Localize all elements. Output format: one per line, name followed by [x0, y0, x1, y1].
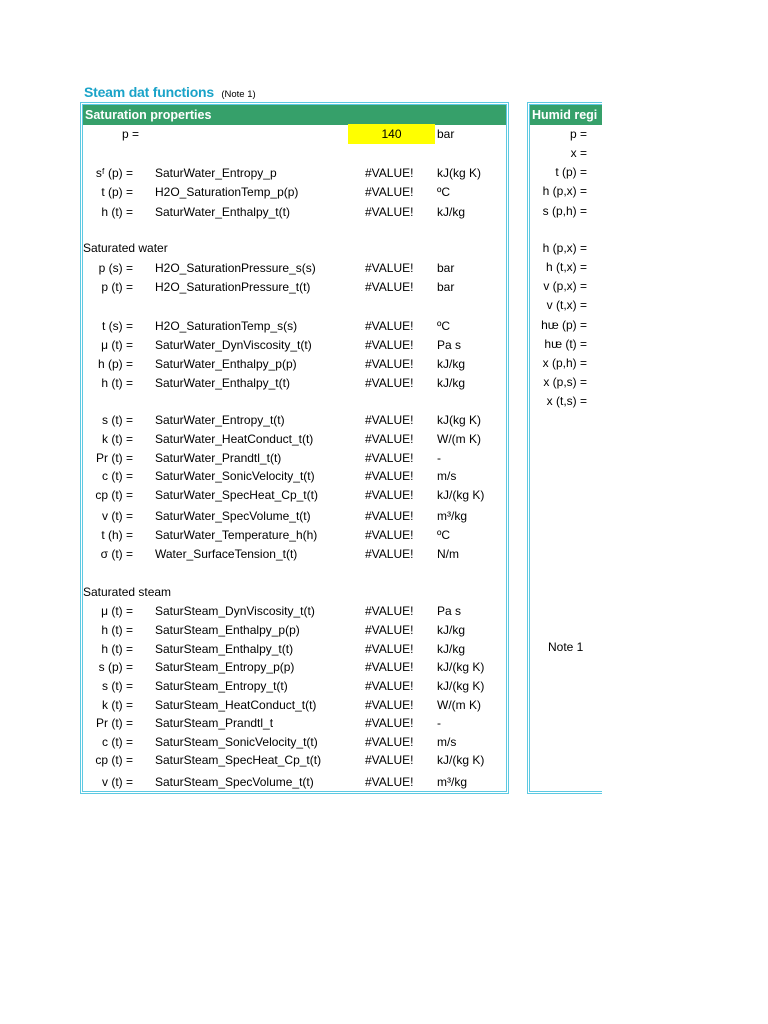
saturated-steam-row-label: h (t) =: [101, 642, 133, 656]
saturation-properties-panel: [80, 102, 509, 794]
saturation-row-function: SaturWater_Entropy_p: [155, 166, 277, 180]
saturated-water-row-function: SaturWater_DynViscosity_t(t): [155, 338, 312, 352]
section-saturated-water: Saturated water: [83, 241, 168, 255]
saturated-steam-row-label: v (t) =: [101, 775, 133, 789]
saturated-steam-row-value[interactable]: #VALUE!: [365, 753, 414, 767]
saturated-water-row-label: cp (t) =: [95, 488, 133, 502]
saturated-water-row-value[interactable]: #VALUE!: [365, 488, 414, 502]
saturated-steam-row-function: SaturSteam_Entropy_p(p): [155, 660, 295, 674]
saturation-row-function: SaturWater_Enthalpy_t(t): [155, 205, 290, 219]
humid-region-row-label: p =: [569, 127, 587, 141]
saturation-row-label: t (p) =: [101, 185, 133, 199]
saturated-steam-row-label: cp (t) =: [95, 753, 133, 767]
sheet-title-note: (Note 1): [221, 89, 256, 100]
saturated-steam-row-value[interactable]: #VALUE!: [365, 735, 414, 749]
saturated-water-row-label: p (s) =: [98, 261, 133, 275]
humid-region-row-label: x (p,h) =: [542, 356, 587, 370]
saturated-water-row-label: Pr (t) =: [95, 451, 133, 465]
saturated-water-row-label: h (t) =: [101, 376, 133, 390]
saturated-water-row-label: t (h) =: [101, 528, 133, 542]
saturated-water-row-unit: N/m: [437, 547, 459, 561]
saturated-steam-row-unit: -: [437, 716, 441, 730]
saturated-steam-row-value[interactable]: #VALUE!: [365, 698, 414, 712]
saturated-water-row-value[interactable]: #VALUE!: [365, 261, 414, 275]
saturated-water-row-label: μ (t) =: [101, 338, 133, 352]
saturation-row-label: h (t) =: [101, 205, 133, 219]
humid-region-row-label: h (t,x) =: [545, 260, 587, 274]
saturated-water-row-value[interactable]: #VALUE!: [365, 547, 414, 561]
saturated-water-row-function: SaturWater_HeatConduct_t(t): [155, 432, 314, 446]
saturated-water-row-function: SaturWater_Prandtl_t(t): [155, 451, 282, 465]
saturated-water-row-function: H2O_SaturationPressure_s(s): [155, 261, 316, 275]
saturated-water-row-function: SaturWater_Temperature_h(h): [155, 528, 318, 542]
saturated-steam-row-function: SaturSteam_SonicVelocity_t(t): [155, 735, 318, 749]
humid-region-row-label: h (p,x) =: [542, 184, 587, 198]
saturated-water-row-function: SaturWater_Enthalpy_p(p): [155, 357, 297, 371]
saturated-water-row-unit: -: [437, 451, 441, 465]
saturated-steam-row-unit: m/s: [437, 735, 457, 749]
saturated-water-row-function: SaturWater_SpecHeat_Cp_t(t): [155, 488, 318, 502]
humid-region-row-label: h (p,x) =: [542, 241, 587, 255]
saturated-water-row-function: SaturWater_SpecVolume_t(t): [155, 509, 311, 523]
saturated-steam-row-label: s (t) =: [101, 679, 133, 693]
humid-region-row-label: v (t,x) =: [546, 298, 587, 312]
saturated-water-row-value[interactable]: #VALUE!: [365, 509, 414, 523]
saturation-row-unit: kJ(kg K): [437, 166, 482, 180]
humid-region-row-label: x =: [570, 146, 587, 160]
saturated-water-row-label: k (t) =: [101, 432, 133, 446]
saturated-steam-row-value[interactable]: #VALUE!: [365, 604, 414, 618]
saturated-water-row-function: SaturWater_Entropy_t(t): [155, 413, 285, 427]
saturated-steam-row-value[interactable]: #VALUE!: [365, 775, 414, 789]
humid-region-row-label: x (p,s) =: [543, 375, 587, 389]
sheet-title-main: Steam dat functions: [84, 84, 214, 100]
saturated-water-row-unit: ºC: [437, 528, 451, 542]
saturation-row-unit: ºC: [437, 185, 451, 199]
saturated-steam-row-function: SaturSteam_SpecHeat_Cp_t(t): [155, 753, 322, 767]
saturated-water-row-value[interactable]: #VALUE!: [365, 469, 414, 483]
saturated-water-row-label: t (s) =: [101, 319, 133, 333]
humid-region-header: Humid regi: [530, 105, 602, 125]
saturated-water-row-unit: bar: [437, 261, 455, 275]
saturated-steam-row-unit: kJ/(kg K): [437, 753, 485, 767]
saturated-water-row-label: v (t) =: [101, 509, 133, 523]
saturated-steam-row-unit: kJ/kg: [437, 642, 466, 656]
humid-region-row-label: v (p,x) =: [543, 279, 587, 293]
saturated-steam-row-label: k (t) =: [101, 698, 133, 712]
saturated-water-row-unit: W/(m K): [437, 432, 481, 446]
saturated-water-row-function: H2O_SaturationTemp_s(s): [155, 319, 298, 333]
saturation-row-value[interactable]: #VALUE!: [365, 205, 414, 219]
saturated-steam-row-unit: kJ/(kg K): [437, 660, 485, 674]
saturated-water-row-function: SaturWater_SonicVelocity_t(t): [155, 469, 315, 483]
saturation-row-value[interactable]: #VALUE!: [365, 185, 414, 199]
saturated-steam-row-label: c (t) =: [101, 735, 133, 749]
saturated-water-row-unit: Pa s: [437, 338, 462, 352]
saturated-water-row-unit: kJ/(kg K): [437, 488, 485, 502]
saturated-steam-row-function: SaturSteam_Prandtl_t: [155, 716, 274, 730]
saturated-steam-row-function: SaturSteam_HeatConduct_t(t): [155, 698, 317, 712]
section-saturated-steam: Saturated steam: [83, 585, 172, 599]
saturated-steam-row-value[interactable]: #VALUE!: [365, 660, 414, 674]
humid-region-row-label: s (p,h) =: [542, 204, 587, 218]
saturated-steam-row-label: h (t) =: [101, 623, 133, 637]
saturated-water-row-value[interactable]: #VALUE!: [365, 280, 414, 294]
pressure-input-label: p =: [121, 127, 139, 141]
humid-region-row-label: hᵫ (t) =: [544, 337, 587, 351]
saturated-water-row-label: σ (t) =: [100, 547, 133, 561]
saturated-water-row-value[interactable]: #VALUE!: [365, 376, 414, 390]
saturated-steam-row-value[interactable]: #VALUE!: [365, 642, 414, 656]
saturated-water-row-unit: m³/kg: [437, 509, 467, 523]
saturated-steam-row-unit: Pa s: [437, 604, 462, 618]
saturated-water-row-value[interactable]: #VALUE!: [365, 357, 414, 371]
saturation-row-unit: kJ/kg: [437, 205, 466, 219]
saturation-row-function: H2O_SaturationTemp_p(p): [155, 185, 299, 199]
saturated-steam-row-unit: kJ/kg: [437, 623, 466, 637]
saturated-steam-row-value[interactable]: #VALUE!: [365, 623, 414, 637]
saturated-steam-row-function: SaturSteam_Enthalpy_p(p): [155, 623, 300, 637]
saturated-steam-row-unit: W/(m K): [437, 698, 481, 712]
saturated-steam-row-label: μ (t) =: [101, 604, 133, 618]
pressure-input-cell[interactable]: 140: [348, 124, 435, 144]
saturated-water-row-unit: bar: [437, 280, 455, 294]
saturated-steam-row-value[interactable]: #VALUE!: [365, 679, 414, 693]
saturated-steam-row-function: SaturSteam_SpecVolume_t(t): [155, 775, 314, 789]
saturated-water-row-function: SaturWater_Enthalpy_t(t): [155, 376, 290, 390]
saturated-steam-row-unit: m³/kg: [437, 775, 467, 789]
saturated-steam-row-value[interactable]: #VALUE!: [365, 716, 414, 730]
humid-region-row-label: t (p) =: [555, 165, 587, 179]
saturated-water-row-value[interactable]: #VALUE!: [365, 338, 414, 352]
pressure-input-unit: bar: [437, 127, 455, 141]
saturated-water-row-label: s (t) =: [101, 413, 133, 427]
saturated-water-row-label: p (t) =: [101, 280, 133, 294]
saturated-water-row-label: h (p) =: [97, 357, 133, 371]
saturated-steam-row-label: Pr (t) =: [95, 716, 133, 730]
saturated-water-row-value[interactable]: #VALUE!: [365, 451, 414, 465]
saturated-water-row-value[interactable]: #VALUE!: [365, 413, 414, 427]
saturated-water-row-value[interactable]: #VALUE!: [365, 528, 414, 542]
saturation-properties-header: Saturation properties: [83, 105, 506, 125]
saturated-steam-row-function: SaturSteam_Enthalpy_t(t): [155, 642, 294, 656]
saturated-steam-row-label: s (p) =: [98, 660, 133, 674]
saturation-row-value[interactable]: #VALUE!: [365, 166, 414, 180]
saturated-water-row-unit: m/s: [437, 469, 457, 483]
saturated-steam-row-unit: kJ/(kg K): [437, 679, 485, 693]
saturation-row-label: sᶠ (p) =: [95, 166, 133, 180]
saturated-water-row-value[interactable]: #VALUE!: [365, 319, 414, 333]
saturated-water-row-unit: kJ/kg: [437, 376, 466, 390]
saturated-water-row-value[interactable]: #VALUE!: [365, 432, 414, 446]
humid-region-row-label: x (t,s) =: [546, 394, 587, 408]
saturated-water-row-function: Water_SurfaceTension_t(t): [155, 547, 298, 561]
saturated-steam-row-function: SaturSteam_DynViscosity_t(t): [155, 604, 315, 618]
saturated-water-row-label: c (t) =: [101, 469, 133, 483]
humid-region-panel: [527, 102, 602, 794]
saturated-water-row-function: H2O_SaturationPressure_t(t): [155, 280, 311, 294]
sheet-title: [84, 84, 256, 100]
saturated-water-row-unit: kJ/kg: [437, 357, 466, 371]
humid-region-row-label: hᵫ (p) =: [541, 318, 587, 332]
note-1-label: Note 1: [548, 640, 584, 654]
saturated-water-row-unit: ºC: [437, 319, 451, 333]
saturated-water-row-unit: kJ(kg K): [437, 413, 482, 427]
saturated-steam-row-function: SaturSteam_Entropy_t(t): [155, 679, 288, 693]
